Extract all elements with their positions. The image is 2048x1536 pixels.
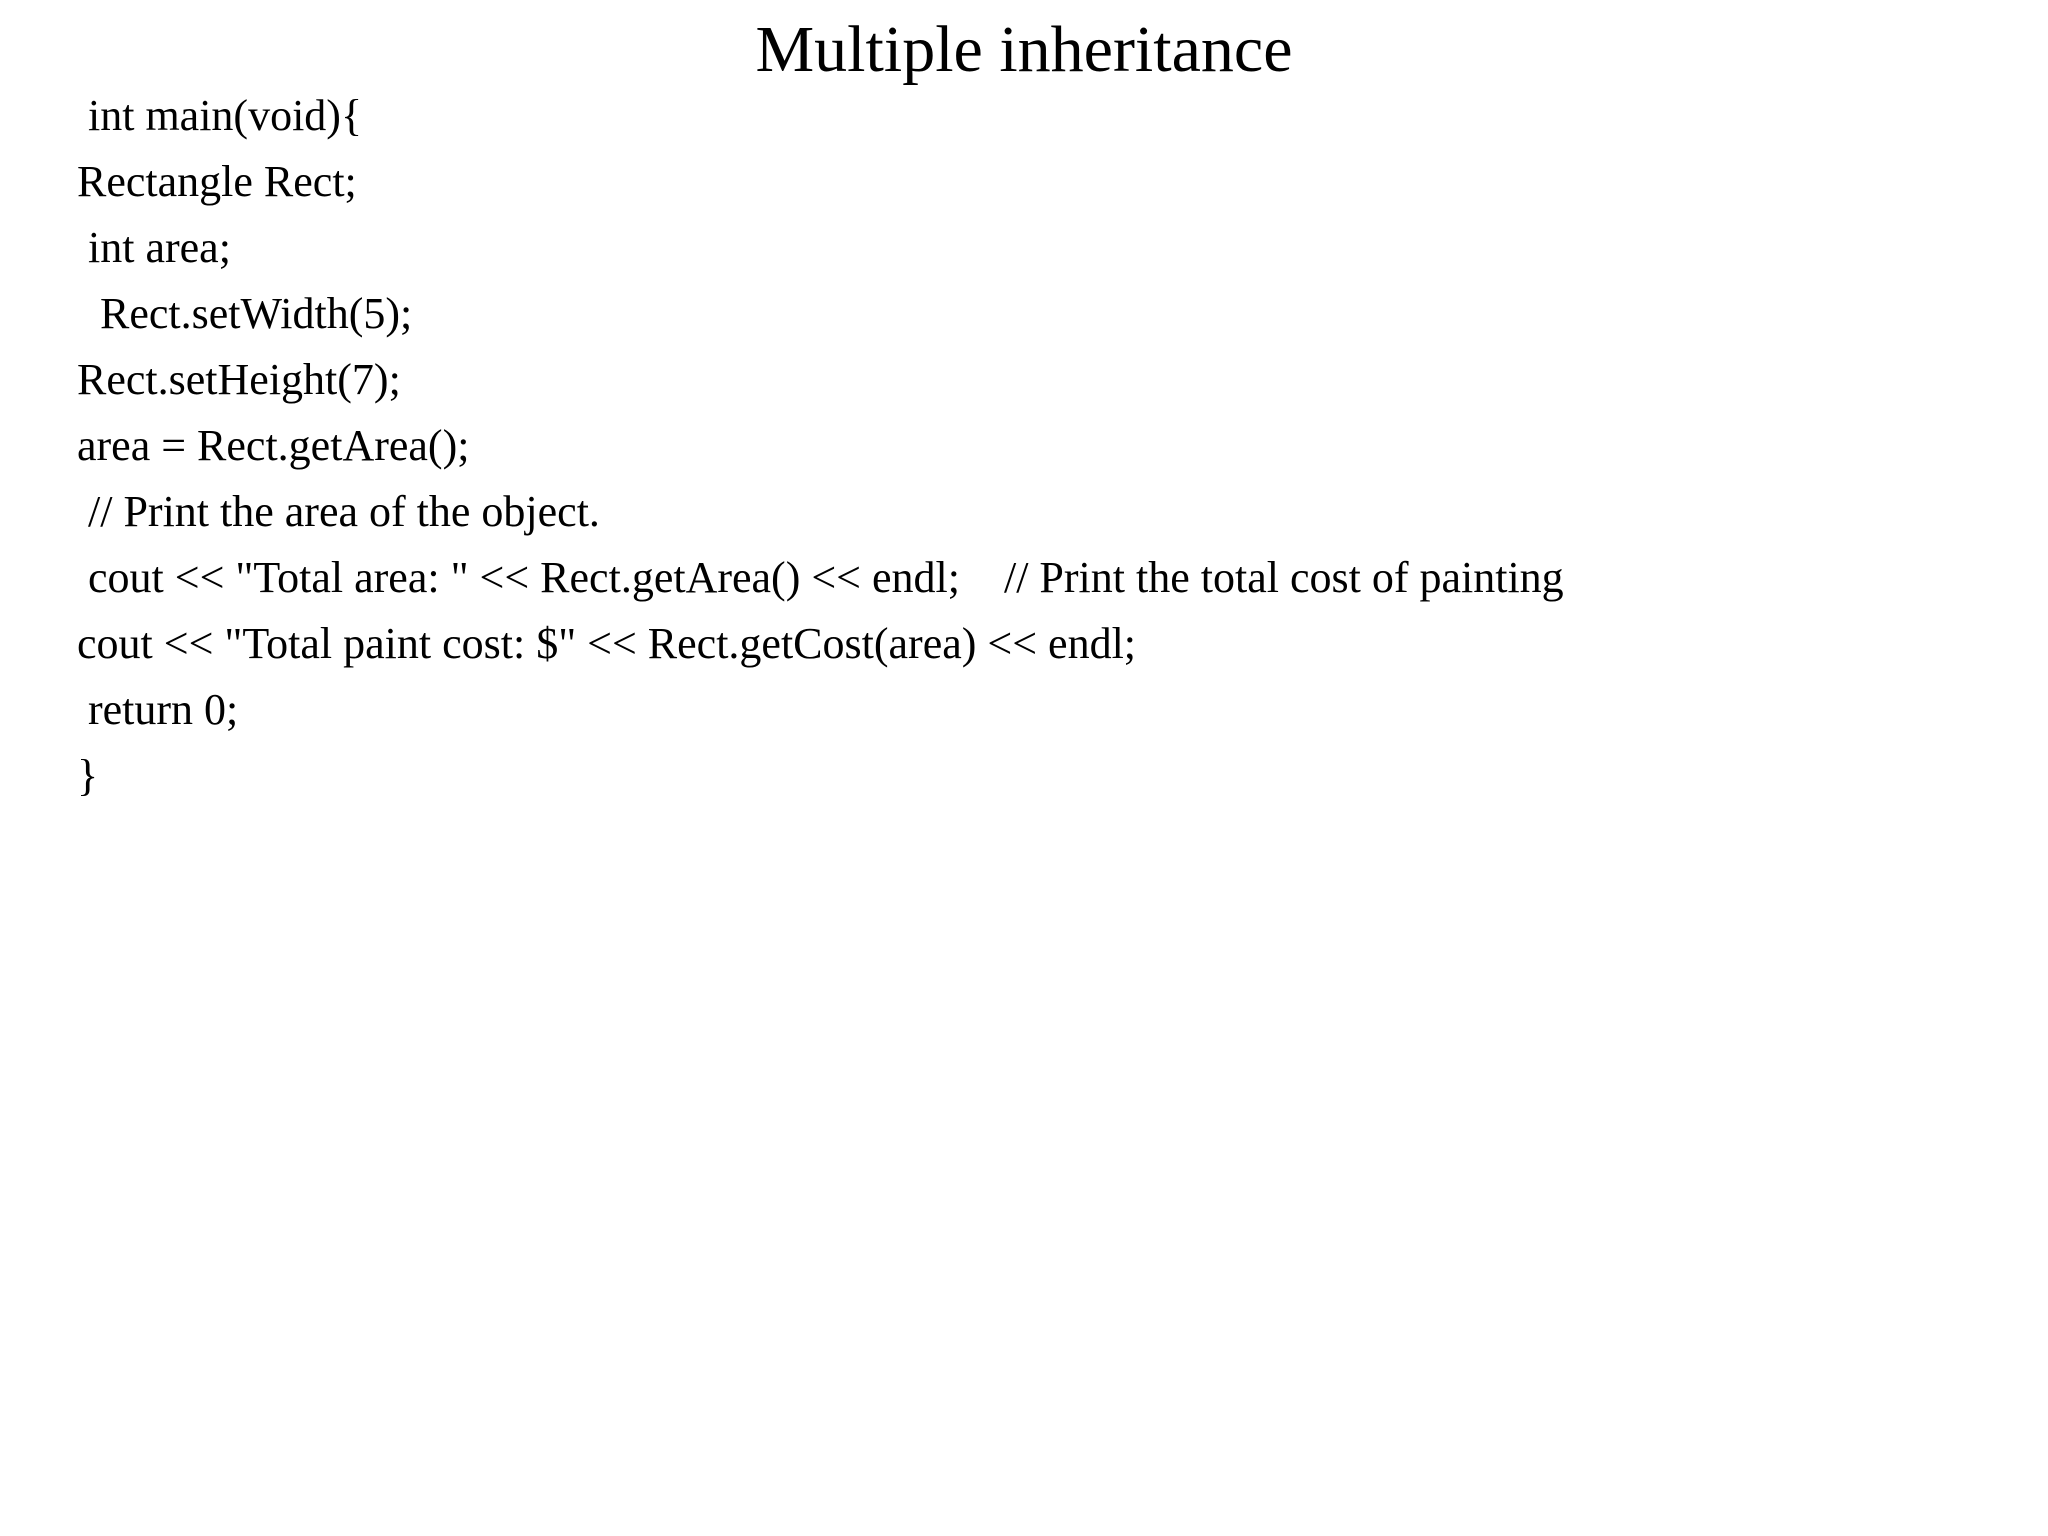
code-line: int main(void){ (88, 91, 363, 140)
code-line: area = Rect.getArea(); (77, 421, 470, 470)
code-line: } (77, 751, 99, 800)
code-line: // Print the area of the object. (88, 487, 600, 536)
code-line: Rectangle Rect; (77, 157, 357, 206)
slide-title: Multiple inheritance (755, 13, 1293, 86)
code-line: return 0; (88, 685, 239, 734)
code-line: cout << "Total paint cost: $" << Rect.getCost(area) << endl; (77, 619, 1137, 668)
code-line: int area; (88, 223, 231, 272)
code-line: Rect.setHeight(7); (77, 355, 401, 404)
code-line: Rect.setWidth(5); (100, 289, 413, 338)
code-line: cout << "Total area: " << Rect.getArea() << endl; // Print the total cost of painting (88, 553, 1564, 602)
